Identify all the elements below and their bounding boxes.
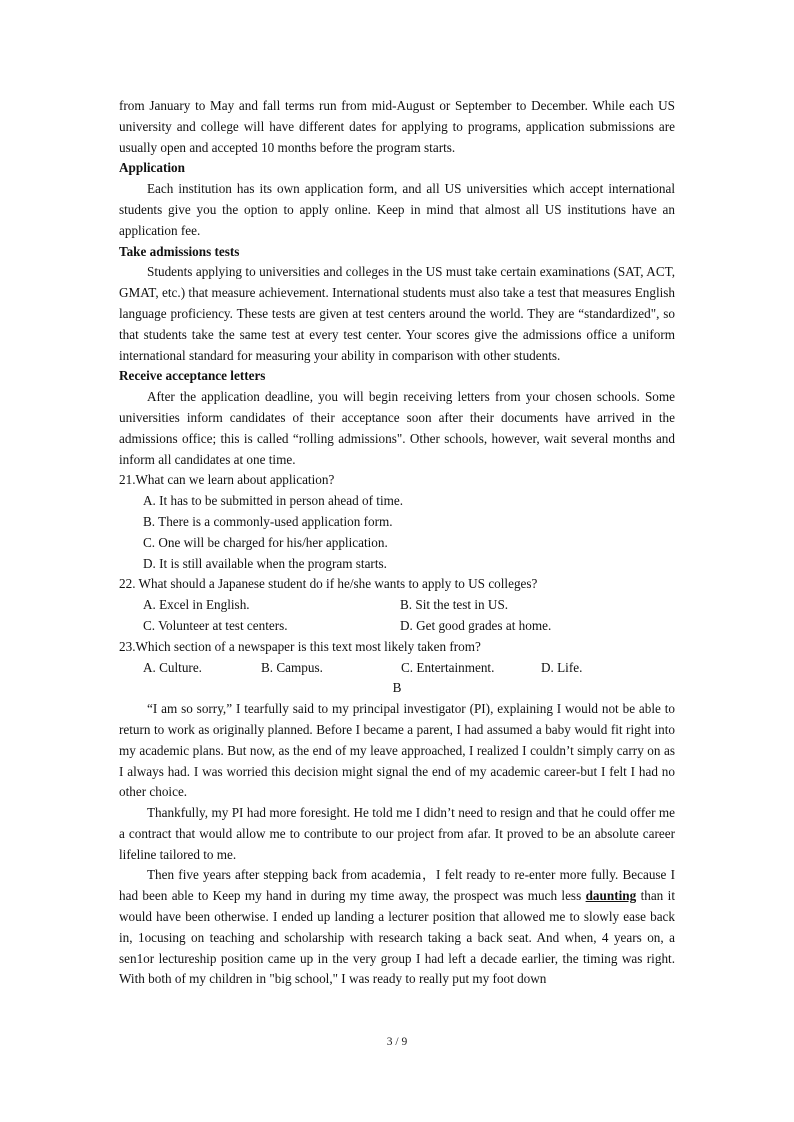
question-23-option-a: A. Culture.: [143, 659, 202, 675]
question-21-option-a: A. It has to be submitted in person ahead of time.: [143, 493, 404, 509]
question-21-option-d: D. It is still available when the program starts.: [143, 555, 387, 571]
question-23-option-b: B. Campus.: [261, 659, 323, 675]
question-21-option-c: C. One will be charged for his/her application.: [143, 534, 388, 550]
heading-acceptance-letters: Receive acceptance letters: [119, 368, 266, 384]
question-22-option-c: C. Volunteer at test centers.: [143, 617, 288, 633]
question-22-option-b: B. Sit the test in US.: [400, 597, 509, 613]
intro-paragraph: from January to May and fall terms run from mid-August or September to December. While each US university and college will have different dates for applying to programs, application submissions are usually open and accepted 10 months before the program starts.: [119, 98, 675, 155]
question-23-option-d: D. Life.: [541, 659, 583, 675]
application-paragraph: Each institution has its own application form, and all US universities which accept international students give you the option to apply online. Keep in mind that almost all US institutions have an application fee.: [119, 181, 675, 238]
question-21-stem: 21.What can we learn about application?: [119, 472, 335, 488]
question-22-options-row-2: [119, 616, 675, 637]
paragraph-3-end: than it would have been otherwise. I ended up landing a lecturer position that allowed me to slowly ease back in, 1ocusing on teaching and scholarship with research taking a back seat. And when, 4 years on, a sen1or lectureship position came up in the very group I had left a decade earlier, the timing was right. With both of my children in "big school," I was ready to really put my foot down: [119, 888, 675, 987]
question-21-option-b: B. There is a commonly-used application form.: [143, 513, 393, 529]
page-number: 3 / 9: [386, 1036, 408, 1048]
question-23-option-c: C. Entertainment.: [401, 659, 495, 675]
paragraph-3-start: Then five years after stepping back from academia，I felt ready to re-enter more fully. Because I had been able to Keep my hand in during my time away, the prospect was much less: [119, 867, 675, 904]
heading-application: Application: [119, 160, 185, 176]
tests-paragraph: Students applying to universities and colleges in the US must take certain examinations (SAT, ACT, GMAT, etc.) that measure achievement. International students must also take a test that measures English language proficiency. These tests are given at test centers around the world. They are “standardized", so that students take the same test at every test center. Your scores give the admissions office a uniform international standard for measuring your ability in comparison with other students.: [119, 264, 675, 363]
passage-b-paragraph-2: Thankfully, my PI had more foresight. He told me I didn’t need to resign and that he could offer me a contract that would allow me to contribute to our project from afar. It proved to be an absolute career lifeline tailored to me.: [119, 805, 675, 862]
heading-admissions-tests: Take admissions tests: [119, 243, 240, 259]
acceptance-paragraph: After the application deadline, you will begin receiving letters from your chosen schools. Some universities inform candidates of their acceptance soon after their documents have arrived in the admissions office; this is called “rolling admissions". Other schools, however, wait several months and inform all candidates at one time.: [119, 389, 675, 467]
question-23-options-row: [119, 658, 675, 679]
passage-b-label: B: [392, 680, 402, 696]
keyword-daunting: daunting: [585, 888, 637, 904]
question-22-option-a: A. Excel in English.: [143, 597, 250, 613]
question-22-options-row-1: [119, 595, 675, 616]
passage-b-paragraph-3: [119, 865, 675, 990]
passage-b-paragraph-1: “I am so sorry,” I tearfully said to my principal investigator (PI), explaining I would not be able to return to work as originally planned. Before I became a parent, I had assumed a baby would fit right into my academic plans. But now, as the end of my leave approached, I realized I couldn’t simply carry on as I always had. I was worried this decision might signal the end of my academic career-but I felt I had no other choice.: [119, 701, 675, 800]
question-22-option-d: D. Get good grades at home.: [400, 617, 552, 633]
question-23-stem: 23.Which section of a newspaper is this text most likely taken from?: [119, 638, 481, 654]
document-page: [119, 96, 675, 990]
question-22-stem: 22. What should a Japanese student do if he/she wants to apply to US colleges?: [119, 576, 538, 592]
